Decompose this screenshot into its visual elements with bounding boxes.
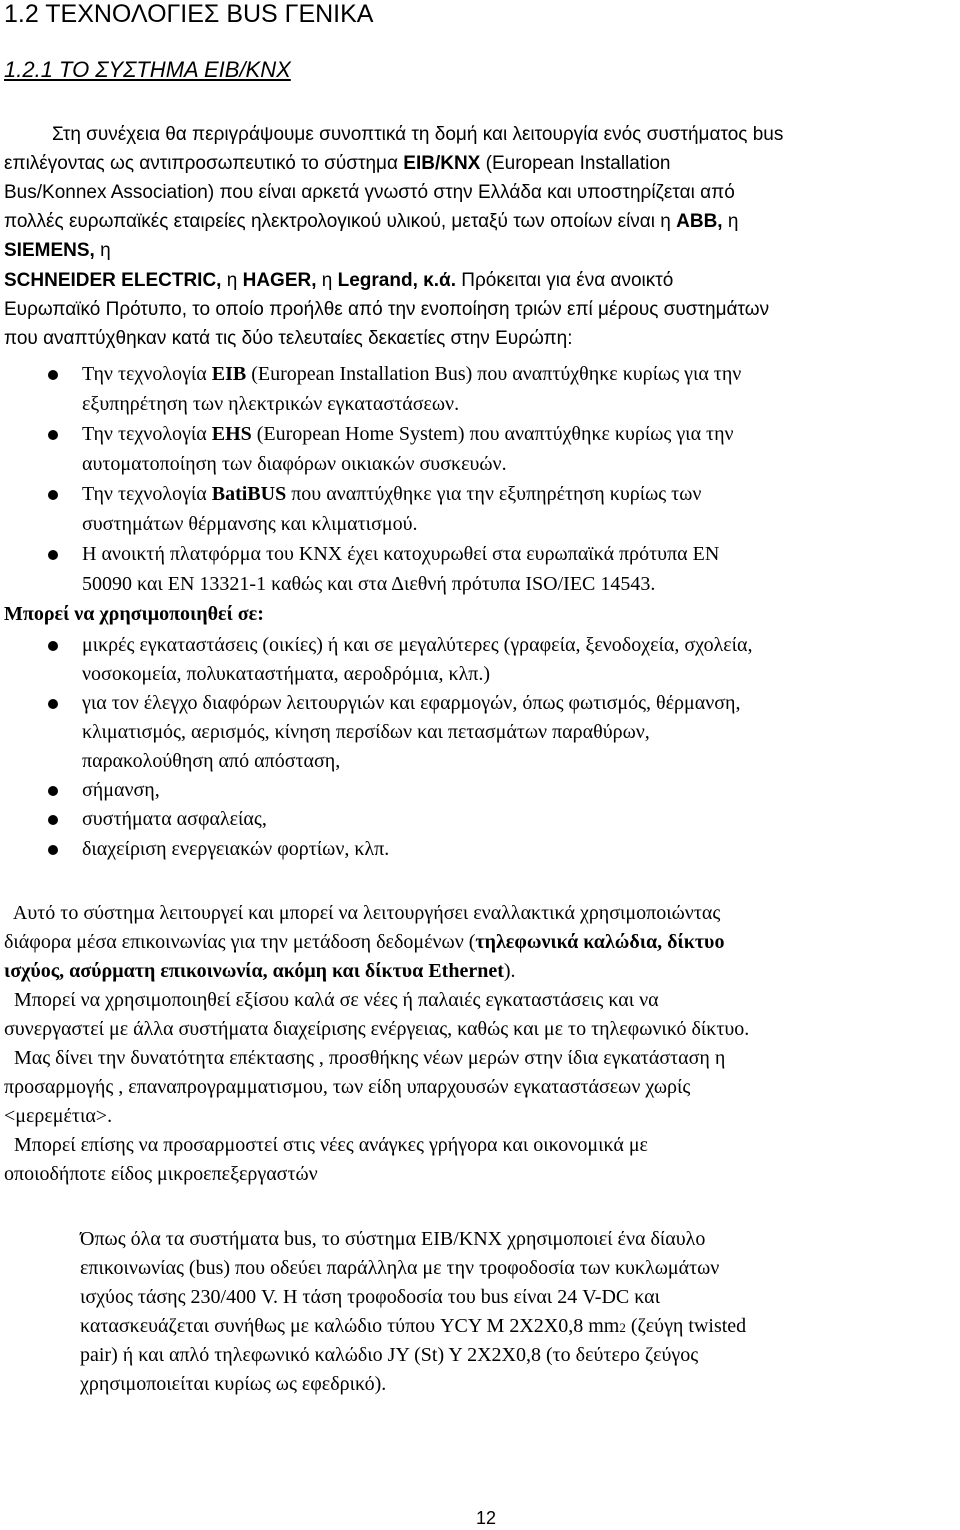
paragraph-line: Μας δίνει την δυνατότητα επέκτασης , προσθήκης νέων μερών στην ίδια εγκατάσταση η bbox=[4, 1047, 726, 1069]
paragraph-line: προσαρμογής , επαναπρογραμματισμου, των είδη υπαρχουσών εγκαταστάσεων χωρίς bbox=[4, 1076, 691, 1098]
list-item-continuation: κλιματισμός, αερισμός, κίνηση περσίδων και πετασμάτων παραθύρων, bbox=[82, 721, 650, 743]
bullet-icon bbox=[48, 845, 58, 855]
bullet-icon bbox=[48, 430, 58, 440]
paragraph-line: Μπορεί επίσης να προσαρμοστεί στις νέες ανάγκες γρήγορα και οικονομικά με bbox=[4, 1134, 648, 1156]
page-number: 12 bbox=[476, 1508, 497, 1528]
list-item: Την τεχνολογία EIB (European Installation Bus) που αναπτύχθηκε κυρίως για την bbox=[82, 363, 742, 385]
section-heading: 1.2 ΤΕΧΝΟΛΟΓΙΕΣ BUS ΓΕΝΙΚΑ bbox=[4, 0, 374, 28]
list-item: συστήματα ασφαλείας, bbox=[82, 808, 267, 830]
bullet-icon bbox=[48, 490, 58, 500]
list-item-continuation: αυτοματοποίηση των διαφόρων οικιακών συσκευών. bbox=[82, 453, 507, 475]
bullet-icon bbox=[48, 699, 58, 709]
paragraph-line: συνεργαστεί με άλλα συστήματα διαχείρισης ενέργειας, καθώς και με το τηλεφωνικό δίκτυο. bbox=[4, 1018, 750, 1040]
list-item: σήμανση, bbox=[82, 779, 160, 801]
list-item-continuation: παρακολούθηση από απόσταση, bbox=[82, 750, 341, 772]
paragraph-line: ισχύος, ασύρματη επικοινωνία, ακόμη και δίκτυα Ethernet). bbox=[4, 960, 516, 982]
list-item: για τον έλεγχο διαφόρων λειτουργιών και εφαρμογών, όπως φωτισμός, θέρμανση, bbox=[82, 692, 741, 714]
paragraph-line: οποιοδήποτε είδος μικροεπεξεργαστών bbox=[4, 1163, 318, 1185]
list-item-continuation: εξυπηρέτηση των ηλεκτρικών εγκαταστάσεων. bbox=[82, 393, 460, 415]
intro-line: SIEMENS, η bbox=[4, 240, 111, 261]
paragraph-line: Μπορεί να χρησιμοποιηθεί εξίσου καλά σε νέες ή παλαιές εγκαταστάσεις και να bbox=[4, 989, 659, 1011]
list-item: Την τεχνολογία EHS (European Home System) που αναπτύχθηκε κυρίως για την bbox=[82, 423, 734, 445]
intro-line: που αναπτύχθηκαν κατά τις δύο τελευταίες δεκαετίες στην Ευρώπη: bbox=[4, 328, 573, 349]
bullet-icon bbox=[48, 370, 58, 380]
intro-line: Bus/Konnex Association) που είναι αρκετά γνωστό στην Ελλάδα και υποστηρίζεται από bbox=[4, 182, 735, 203]
paragraph-line: ισχύος τάσης 230/400 V. Η τάση τροφοδοσία του bus είναι 24 V-DC και bbox=[80, 1286, 660, 1308]
paragraph-line: χρησιμοποιείται κυρίως ως εφεδρικό). bbox=[80, 1373, 387, 1395]
list-item-continuation: συστημάτων θέρμανσης και κλιματισμού. bbox=[82, 513, 418, 535]
paragraph-line: Όπως όλα τα συστήματα bus, το σύστημα EIB/KNX χρησιμοποιεί ένα δίαυλο bbox=[80, 1228, 706, 1250]
paragraph-line: επικοινωνίας (bus) που οδεύει παράλληλα με την τροφοδοσία των κυκλωμάτων bbox=[80, 1257, 720, 1279]
list-item: Η ανοικτή πλατφόρμα του ΚΝΧ έχει κατοχυρωθεί στα ευρωπαϊκά πρότυπα ΕΝ bbox=[82, 543, 720, 565]
intro-line: πολλές ευρωπαϊκές εταιρείες ηλεκτρολογικού υλικού, μεταξύ των οποίων είναι η ABB, η bbox=[4, 211, 739, 232]
intro-line: επιλέγοντας ως αντιπροσωπευτικό το σύστημα EIB/KNX (European Installation bbox=[4, 153, 671, 174]
paragraph-line: pair) ή και απλό τηλεφωνικό καλώδιο JY (St) Y 2X2X0,8 (το δεύτερο ζεύγος bbox=[80, 1344, 699, 1366]
bullet-icon bbox=[48, 641, 58, 651]
list-item: μικρές εγκαταστάσεις (οικίες) ή και σε μεγαλύτερες (γραφεία, ξενοδοχεία, σχολεία, bbox=[82, 634, 753, 656]
subsection-heading: 1.2.1 ΤΟ ΣΥΣΤΗΜΑ EIB/KNX bbox=[4, 57, 291, 82]
intro-line: Στη συνέχεια θα περιγράψουμε συνοπτικά τη δομή και λειτουργία ενός συστήματος bus bbox=[52, 124, 784, 145]
list-item-continuation: νοσοκομεία, πολυκαταστήματα, αεροδρόμια, κλπ.) bbox=[82, 663, 491, 685]
usage-heading: Μπορεί να χρησιμοποιηθεί σε: bbox=[4, 603, 264, 625]
paragraph-line: κατασκευάζεται συνήθως με καλώδιο τύπου YCY M 2X2X0,8 mm2 (ζεύγη twisted bbox=[80, 1315, 747, 1337]
paragraph-line: Αυτό το σύστημα λειτουργεί και μπορεί να λειτουργήσει εναλλακτικά χρησιμοποιώντας bbox=[4, 902, 721, 924]
list-item: διαχείριση ενεργειακών φορτίων, κλπ. bbox=[82, 838, 390, 860]
list-item: Την τεχνολογία BatiBUS που αναπτύχθηκε για την εξυπηρέτηση κυρίως των bbox=[82, 483, 702, 505]
bullet-icon bbox=[48, 786, 58, 796]
paragraph-line: διάφορα μέσα επικοινωνίας για την μετάδοση δεδομένων (τηλεφωνικά καλώδια, δίκτυο bbox=[4, 931, 725, 953]
list-item-continuation: 50090 και ΕΝ 13321-1 καθώς και στα Διεθνή πρότυπα ISO/IEC 14543. bbox=[82, 573, 656, 595]
paragraph-line: <μερεμέτια>. bbox=[4, 1105, 113, 1127]
bullet-icon bbox=[48, 815, 58, 825]
intro-line: Ευρωπαϊκό Πρότυπο, το οποίο προήλθε από την ενοποίηση τριών επί μέρους συστημάτων bbox=[4, 299, 770, 320]
bullet-icon bbox=[48, 550, 58, 560]
eib-knx-bold: EIB/KNX bbox=[403, 153, 481, 174]
intro-line: SCHNEIDER ELECTRIC, η HAGER, η Legrand, κ.ά. Πρόκειται για ένα ανοικτό bbox=[4, 270, 674, 291]
